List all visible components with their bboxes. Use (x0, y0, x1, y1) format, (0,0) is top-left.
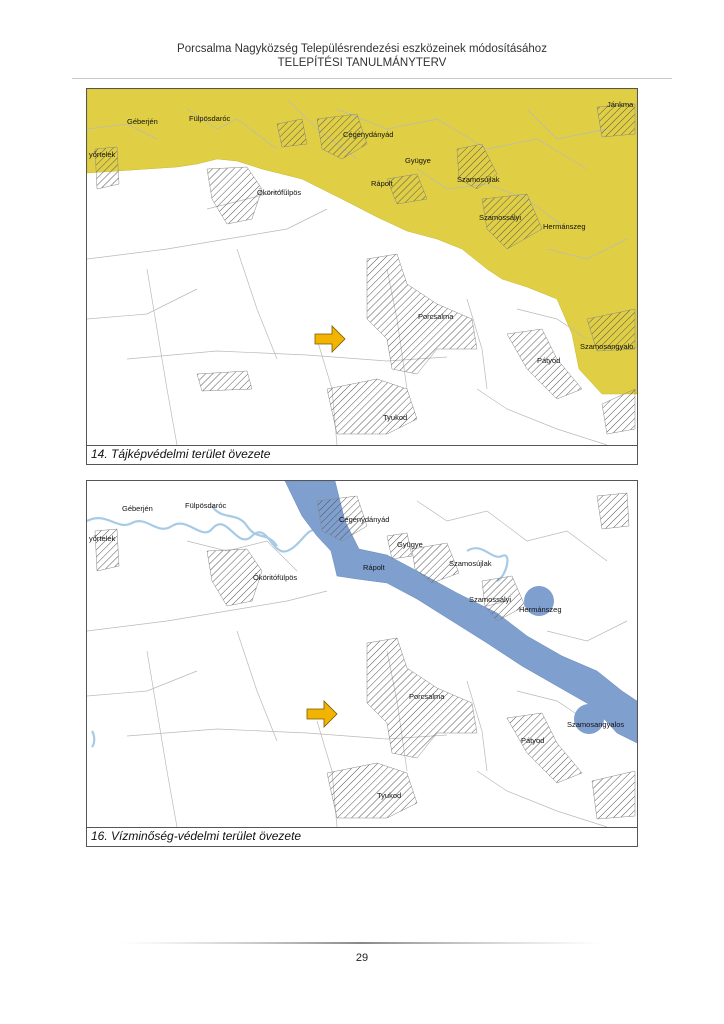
place-okoritofulpos: Ököritófülpös (257, 188, 302, 197)
place-hermanszeg: Hermánszeg (543, 222, 586, 231)
place-cegenydanyad: Cégénydányád (343, 130, 394, 139)
figure-water-quality (86, 480, 638, 847)
figure-caption: 14. Tájképvédelmi terület övezete (87, 445, 637, 463)
place-gyugye: Gyügye (405, 156, 431, 165)
place-geberjen: Géberjén (122, 504, 153, 513)
place-porcsalma: Porcsalma (409, 692, 445, 701)
place-cegenydanyad: Cégénydányád (339, 515, 390, 524)
place-tyukod: Tyukod (377, 791, 402, 800)
map-water-quality[interactable] (87, 481, 637, 827)
water-zone-szamosangyalos (574, 704, 604, 734)
place-jankmajtis: Jánkma (607, 100, 634, 109)
place-rapolt: Rápolt (363, 563, 385, 572)
place-patyod: Pátyod (521, 736, 545, 745)
place-szamosangyalos: Szamosangyalo (580, 342, 634, 351)
place-tyukod: Tyukod (383, 413, 408, 422)
place-gyugye: Gyügye (397, 540, 423, 549)
header-divider (72, 78, 672, 79)
place-geberjen: Géberjén (127, 117, 158, 126)
header-title: Porcsalma Nagyközség Településrendezési eszközeinek módosításához (177, 43, 547, 55)
place-szamossalyi: Szamossályi (469, 595, 512, 604)
place-szamosujlak: Szamosújlak (457, 175, 500, 184)
page-number: 29 (355, 952, 369, 964)
place-okoritofulpos: Ököritófülpös (253, 573, 298, 582)
figure-caption: 16. Vízminőség-védelmi terület övezete (87, 827, 637, 845)
place-rapolt: Rápolt (371, 179, 393, 188)
page-header (0, 42, 724, 70)
place-szamosujlak: Szamosújlak (449, 559, 492, 568)
map-landscape-protection[interactable] (87, 89, 637, 445)
place-szamosangyalos: Szamosangyalos (567, 720, 625, 729)
place-hermanszeg: Hermánszeg (519, 605, 562, 614)
place-porcsalma: Porcsalma (418, 312, 454, 321)
figure-landscape-protection (86, 88, 638, 465)
place-fulposdaroc: Fülpösdaróc (185, 501, 227, 510)
place-fulposdaroc: Fülpösdaróc (189, 114, 231, 123)
place-szamossalyi: Szamossályi (479, 213, 522, 222)
place-gyortelek: yőrtelek (89, 150, 116, 159)
header-subtitle: TELEPÍTÉSI TANULMÁNYTERV (277, 57, 447, 69)
map-svg (87, 481, 637, 827)
place-patyod: Pátyod (537, 356, 561, 365)
footer-divider (120, 941, 604, 945)
map-svg (87, 89, 637, 445)
place-gyortelek: yőrtelek (89, 534, 116, 543)
